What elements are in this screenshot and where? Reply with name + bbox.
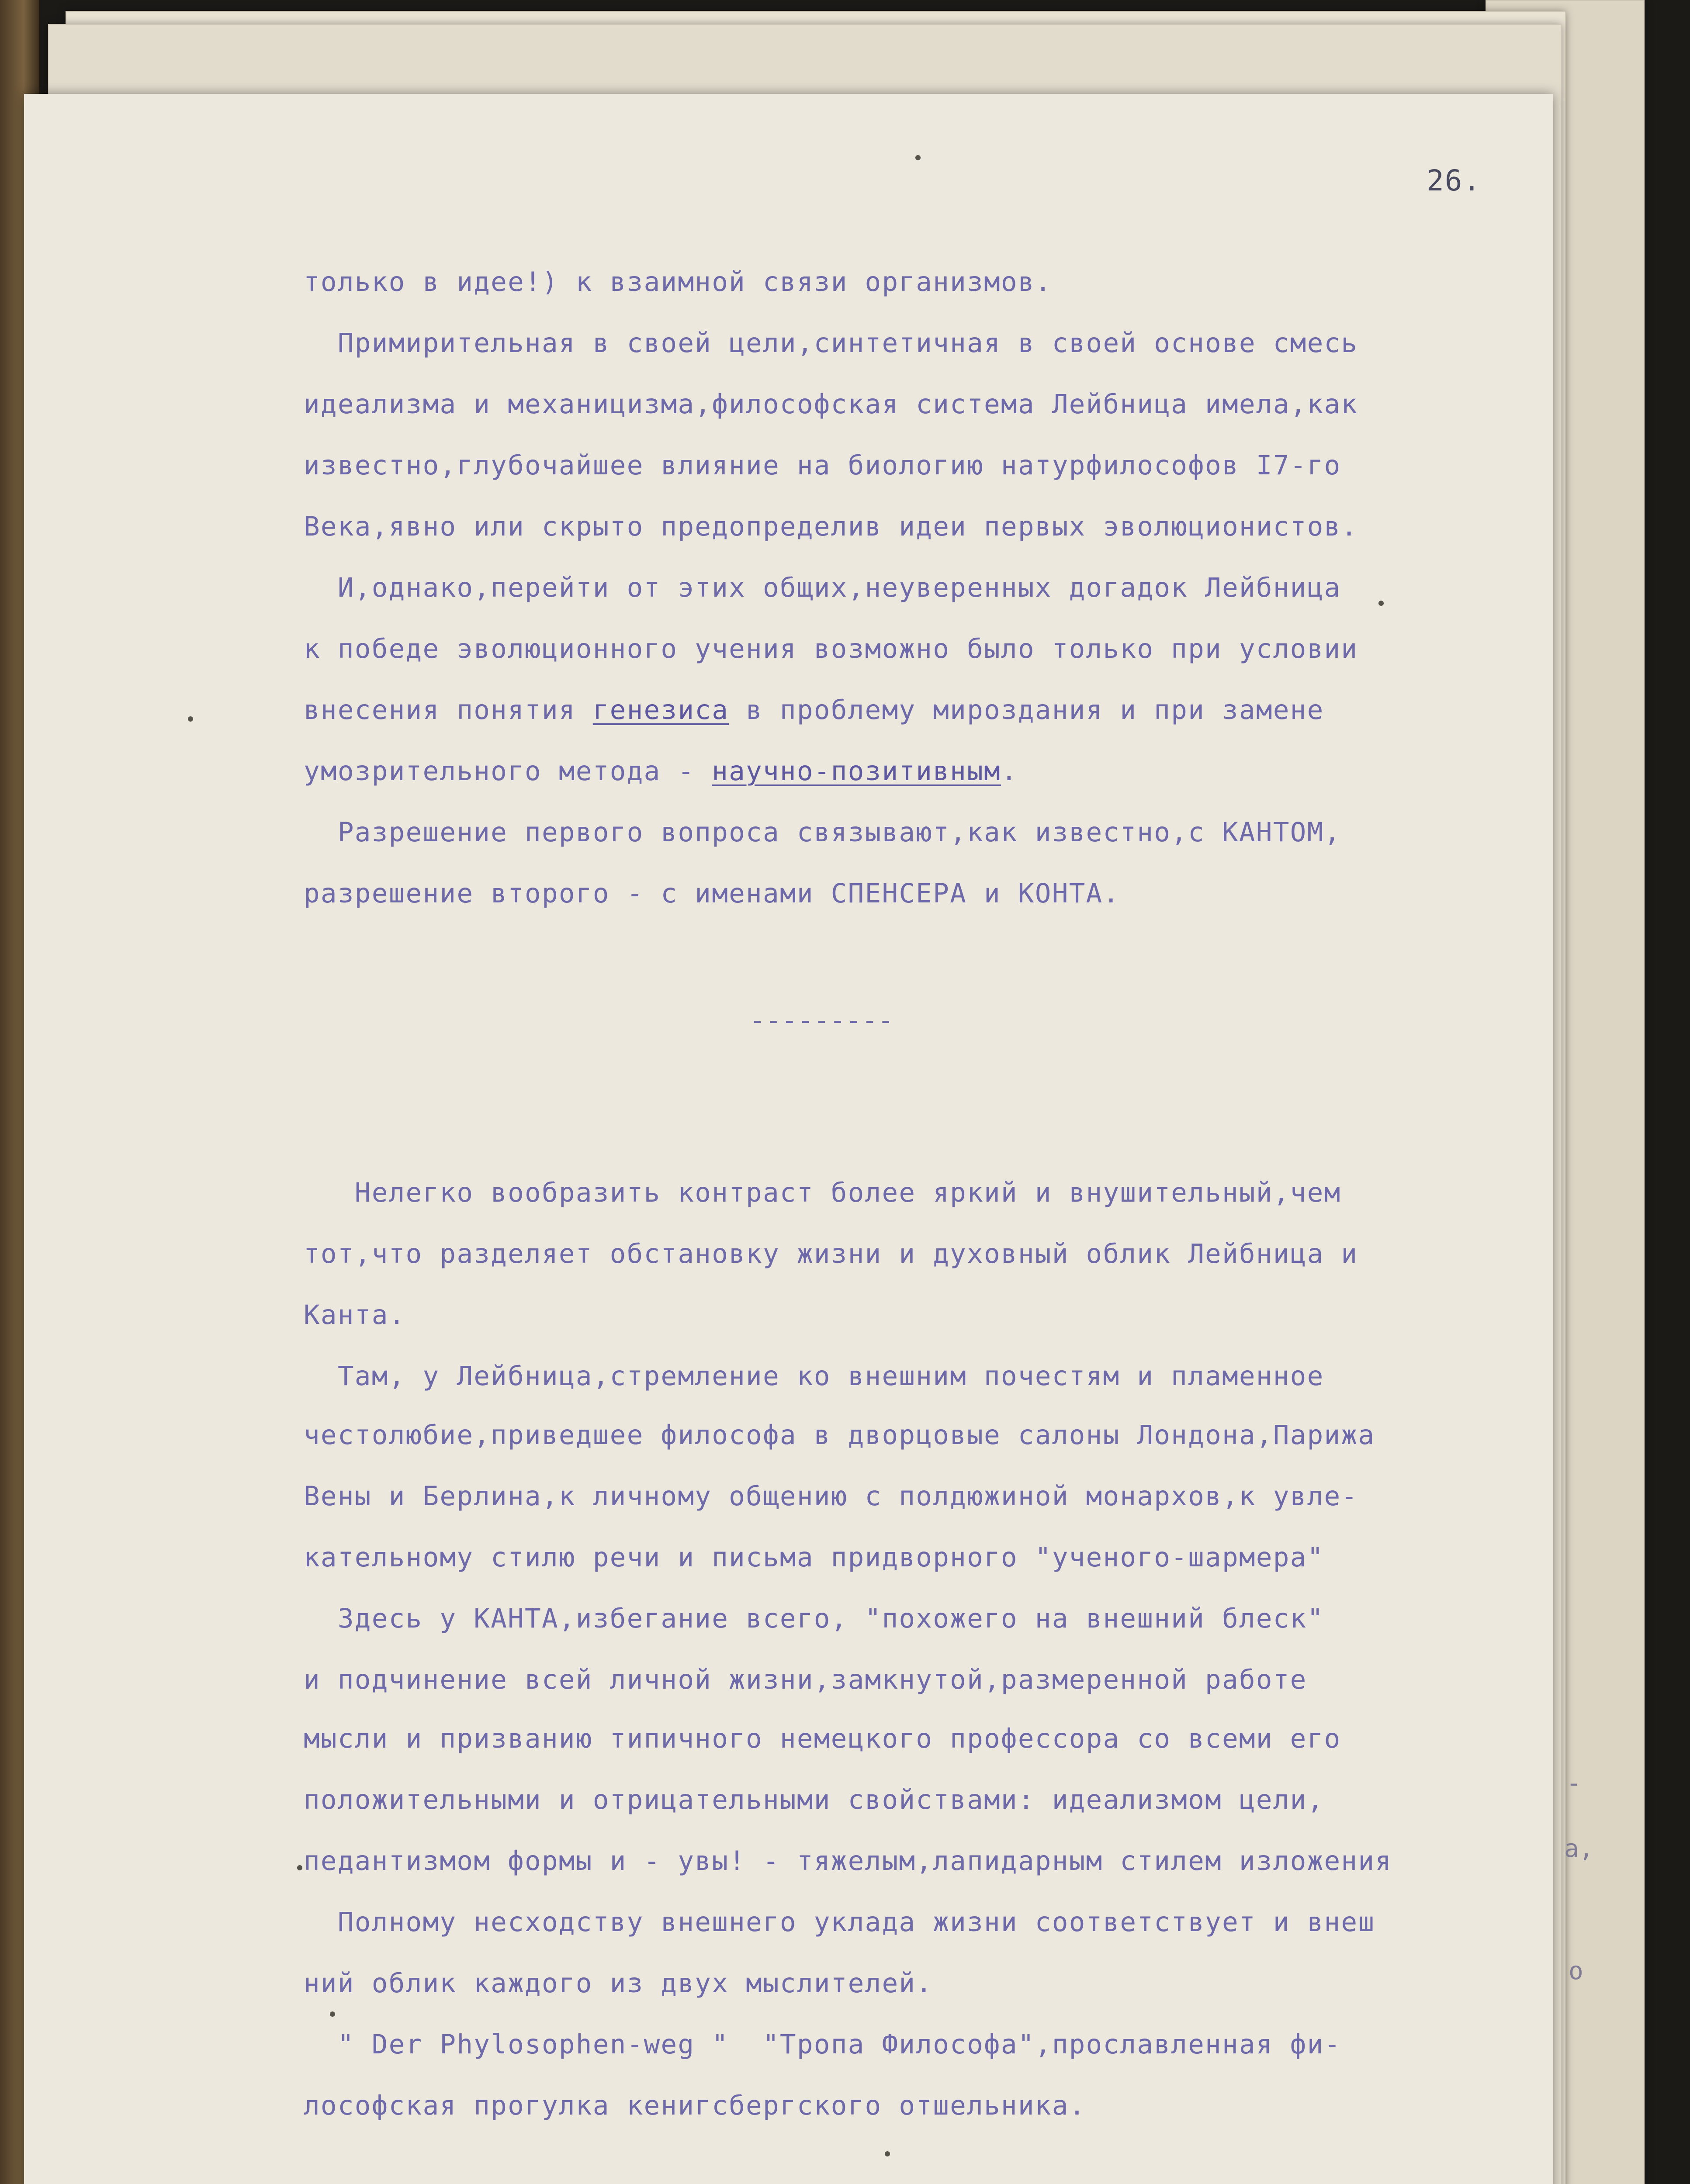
margin-mark: - [1566, 1769, 1581, 1797]
text-line: и подчинение всей личной жизни,замкнутой,размеренной работе [304, 1664, 1307, 1695]
text-line: мысли и призванию типичного немецкого профессора со всеми его [304, 1723, 1341, 1754]
text-line [304, 695, 1324, 726]
text-line: Примирительная в своей цели,синтетичная в своей основе смесь [304, 328, 1358, 359]
text-line: разрешение второго - с именами СПЕНСЕРА и КОНТА. [304, 878, 1120, 909]
text-line: Там, у Лейбница,стремление ко внешним почестям и пламенное [304, 1361, 1324, 1392]
paper-speck [330, 2011, 335, 2017]
text-line: Канта. [304, 1299, 406, 1330]
paper-speck [915, 155, 921, 160]
text-line: Разрешение первого вопроса связывают,как известно,с КАНТОМ, [304, 817, 1341, 848]
paper-speck [885, 2151, 890, 2156]
paper-speck [1378, 601, 1384, 606]
text-line: " Der Phylosophen-weg " "Тропа Философа",прославленная фи- [304, 2029, 1341, 2060]
text-segment: умозрительного метода - [304, 756, 712, 787]
text-segment: . [1001, 756, 1018, 787]
section-separator: --------- [749, 1005, 894, 1036]
margin-mark: о [1569, 1957, 1583, 1985]
text-line: Века,явно или скрыто предопределив идеи первых эволюционистов. [304, 511, 1358, 542]
underlined-term-scientific-positive: научно-позитивным [712, 756, 1001, 787]
margin-mark: а, [1564, 1835, 1594, 1863]
text-line: тот,что разделяет обстановку жизни и духовный облик Лейбница и [304, 1238, 1358, 1269]
text-line: Здесь у КАНТА,избегание всего, "похожего на внешний блеск" [304, 1603, 1324, 1634]
text-line: идеализма и механицизма,философская система Лейбница имела,как [304, 389, 1358, 420]
text-segment: внесения понятия [304, 695, 593, 726]
text-line: педантизмом формы и - увы! - тяжелым,лапидарным стилем изложения [304, 1845, 1392, 1876]
text-line: Полному несходству внешнего уклада жизни соответствует и внеш [304, 1907, 1375, 1938]
text-line: лософская прогулка кенигсбергского отшельника. [304, 2090, 1086, 2121]
text-line: Вены и Берлина,к личному общению с полдюжиной монархов,к увле- [304, 1481, 1358, 1512]
page-number: 26. [1427, 164, 1482, 197]
underlined-term-genesis: генезиса [592, 695, 729, 726]
text-line: к победе эволюционного учения возможно было только при условии [304, 633, 1358, 664]
text-line: только в идее!) к взаимной связи организмов. [304, 266, 1052, 297]
text-line [304, 756, 1018, 787]
text-line: И,однако,перейти от этих общих,неуверенных догадок Лейбница [304, 572, 1341, 603]
paper-speck [297, 1865, 302, 1870]
paper-speck [188, 716, 193, 722]
text-segment: в проблему мироздания и при замене [729, 695, 1324, 726]
text-line: положительными и отрицательными свойствами: идеализмом цели, [304, 1784, 1324, 1815]
text-line: известно,глубочайшее влияние на биологию натурфилософов I7-го [304, 450, 1341, 481]
text-line: Нелегко вообразить контраст более яркий и внушительный,чем [304, 1177, 1341, 1208]
text-line: честолюбие,приведшее философа в дворцовые салоны Лондона,Парижа [304, 1420, 1375, 1451]
text-line: ний облик каждого из двух мыслителей. [304, 1968, 933, 1999]
text-line: кательному стилю речи и письма придворного "ученого-шармера" [304, 1542, 1324, 1573]
